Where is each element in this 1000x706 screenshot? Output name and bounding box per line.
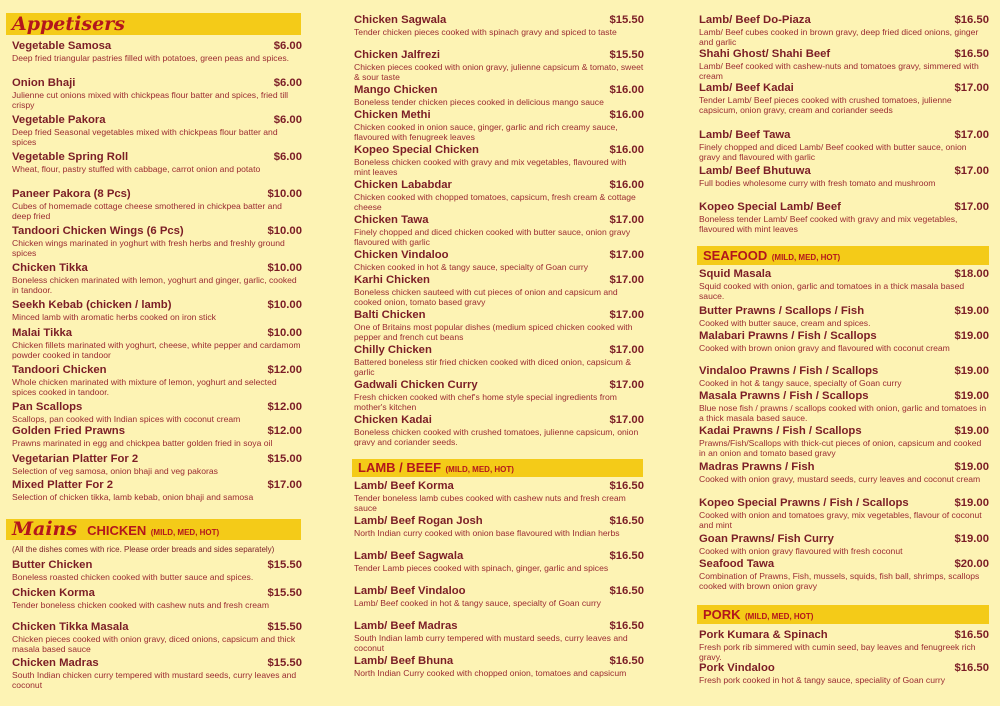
- menu-item-price: $16.50: [609, 480, 644, 492]
- menu-item-price: $16.50: [609, 655, 644, 667]
- menu-item-description: One of Britains most popular dishes (medium spiced chicken cooked with pepper and french cut beans: [354, 322, 633, 342]
- menu-item-header: [12, 657, 302, 670]
- menu-item-name: Kopeo Special Prawns / Fish / Scallops: [699, 497, 909, 509]
- menu-item-name: Pork Kumara & Spinach: [699, 629, 828, 641]
- menu-item-price: $16.50: [609, 515, 644, 527]
- pork-banner: [697, 605, 989, 624]
- menu-item-name: Tandoori Chicken: [12, 364, 107, 376]
- menu-item-name: Mixed Platter For 2: [12, 479, 114, 491]
- menu-item: [699, 558, 989, 595]
- menu-item-header: [354, 14, 644, 27]
- menu-item-price: $19.00: [954, 365, 989, 377]
- menu-item-header: [12, 40, 302, 53]
- menu-item-description: Tender Lamb pieces cooked with spinach, ginger, garlic and spices: [354, 563, 609, 573]
- menu-item-price: $17.00: [954, 201, 989, 213]
- menu-item-price: $12.00: [267, 401, 302, 413]
- menu-item-description: Lamb/ Beef cooked in hot & tangy sauce, specialty of Goan curry: [354, 598, 601, 608]
- menu-item-price: $10.00: [267, 299, 302, 311]
- menu-item-price: $16.50: [609, 585, 644, 597]
- menu-item-description: Chicken cooked in onion sauce, ginger, garlic and rich creamy sauce, flavoured with fenugreek leaves: [354, 122, 618, 142]
- menu-item: [12, 327, 302, 364]
- menu-item-price: $10.00: [267, 262, 302, 274]
- menu-item-name: Lamb/ Beef Bhutuwa: [699, 165, 811, 177]
- menu-item-price: $20.00: [954, 558, 989, 570]
- menu-item-header: [354, 414, 644, 427]
- menu-item-header: [354, 249, 644, 262]
- menu-item: [12, 425, 302, 453]
- menu-item: [12, 364, 302, 401]
- menu-item-price: $17.00: [954, 82, 989, 94]
- menu-item-price: $19.00: [954, 330, 989, 342]
- menu-item: [12, 401, 302, 425]
- menu-item-header: [699, 365, 989, 378]
- menu-item-header: [12, 262, 302, 275]
- menu-item-name: Lamb/ Beef Kadai: [699, 82, 794, 94]
- menu-item-description: Cooked with onion gravy, mustard seeds, curry leaves and coconut cream: [699, 474, 981, 484]
- menu-item-description: Boneless tender chicken pieces cooked in delicious mango sauce: [354, 97, 604, 107]
- menu-item-price: $18.00: [954, 268, 989, 280]
- lamb-spice-levels: (MILD, MED, HOT): [445, 465, 514, 474]
- menu-item-header: [699, 201, 989, 214]
- menu-item-description: Boneless chicken marinated with lemon, yoghurt and ginger, garlic, cooked in tandoor.: [12, 275, 297, 295]
- menu-item-header: [699, 558, 989, 571]
- menu-item-header: [12, 77, 302, 90]
- menu-item-description: Cooked with onion and tomatoes gravy, mix vegetables, flavour of coconut and mint: [699, 510, 982, 530]
- menu-item-header: [12, 401, 302, 414]
- menu-item: [12, 188, 302, 225]
- menu-item-description: Chicken fillets marinated with yoghurt, cheese, white pepper and cardamom powder cooked in tandoor: [12, 340, 301, 360]
- menu-item-description: Boneless roasted chicken cooked with butter sauce and spices.: [12, 572, 254, 582]
- menu-item-description: Chicken pieces cooked with onion gravy, diced onions, capsicum and thick masala based sauce: [12, 634, 296, 654]
- lamb-list-middle: [354, 480, 644, 689]
- menu-item-price: $15.50: [267, 559, 302, 571]
- menu-item: [12, 225, 302, 262]
- menu-item-name: Malabari Prawns / Fish / Scallops: [699, 330, 877, 342]
- menu-item-price: $10.00: [267, 188, 302, 200]
- menu-item-price: $19.00: [954, 305, 989, 317]
- menu-item-name: Gadwali Chicken Curry: [354, 379, 478, 391]
- menu-item-name: Chicken Madras: [12, 657, 99, 669]
- menu-item: [699, 497, 989, 533]
- menu-item-price: $15.50: [609, 49, 644, 61]
- menu-item-header: [12, 587, 302, 600]
- pork-list: [699, 629, 989, 696]
- menu-item: [354, 14, 644, 49]
- menu-item-price: $19.00: [954, 497, 989, 509]
- menu-item-description: Wheat, flour, pastry stuffed with cabbage, carrot onion and potato: [12, 164, 261, 174]
- mains-script-title: Mains: [12, 518, 78, 540]
- menu-item: [699, 129, 989, 165]
- menu-item-header: [354, 515, 644, 528]
- menu-item: [12, 479, 302, 505]
- menu-item-description: Selection of veg samosa, onion bhaji and veg pakoras: [12, 466, 218, 476]
- menu-item: [699, 662, 989, 696]
- menu-item-header: [699, 629, 989, 642]
- menu-item: [699, 14, 989, 48]
- menu-item: [354, 655, 644, 689]
- menu-item-header: [699, 48, 989, 61]
- menu-item-name: Chicken Lababdar: [354, 179, 452, 191]
- menu-item-header: [354, 620, 644, 633]
- menu-item: [354, 144, 644, 179]
- menu-item-price: $6.00: [273, 114, 302, 126]
- menu-item: [12, 559, 302, 587]
- menu-item-header: [12, 559, 302, 572]
- menu-item-price: $16.50: [954, 662, 989, 674]
- menu-item-price: $15.50: [267, 587, 302, 599]
- menu-item: [12, 114, 302, 151]
- mains-note: (All the dishes comes with rice. Please order breads and sides separately): [12, 545, 275, 554]
- menu-item-name: Malai Tikka: [12, 327, 73, 339]
- menu-item-price: $17.00: [954, 129, 989, 141]
- menu-item: [699, 82, 989, 129]
- menu-item: [699, 48, 989, 82]
- menu-item-name: Chicken Tikka Masala: [12, 621, 129, 633]
- menu-item-price: $16.00: [609, 179, 644, 191]
- pork-title: PORK: [703, 607, 741, 622]
- menu-item-price: $17.00: [609, 249, 644, 261]
- menu-item: [354, 344, 644, 379]
- menu-item-name: Lamb/ Beef Rogan Josh: [354, 515, 483, 527]
- lamb-banner: [352, 459, 643, 477]
- menu-item-name: Lamb/ Beef Madras: [354, 620, 458, 632]
- menu-item-description: Fresh chicken cooked with chef's home style special ingredients from mother's kitchen: [354, 392, 617, 412]
- menu-item: [354, 585, 644, 620]
- appetisers-title: Appetisers: [12, 13, 125, 35]
- menu-item: [354, 550, 644, 585]
- menu-item: [354, 214, 644, 249]
- menu-item-price: $16.50: [609, 550, 644, 562]
- menu-item-header: [354, 550, 644, 563]
- menu-item-description: Deep fried Seasonal vegetables mixed with chickpeas flour batter and spices: [12, 127, 278, 147]
- menu-item-name: Chicken Methi: [354, 109, 431, 121]
- menu-item: [699, 461, 989, 497]
- menu-item-description: Full bodies wholesome curry with fresh tomato and mushroom: [699, 178, 936, 188]
- menu-item-price: $15.00: [267, 453, 302, 465]
- appetisers-list: [12, 40, 302, 505]
- menu-item-name: Shahi Ghost/ Shahi Beef: [699, 48, 831, 60]
- menu-item-name: Lamb/ Beef Tawa: [699, 129, 791, 141]
- menu-item-price: $12.00: [267, 425, 302, 437]
- menu-item-name: Chicken Jalfrezi: [354, 49, 441, 61]
- menu-item-description: Lamb/ Beef cooked with cashew-nuts and tomatoes gravy, simmered with cream: [699, 61, 979, 81]
- menu-item-header: [699, 14, 989, 27]
- lamb-list-right: [699, 14, 989, 235]
- chicken-title: CHICKEN: [87, 523, 147, 538]
- menu-item-header: [12, 114, 302, 127]
- menu-item-header: [354, 179, 644, 192]
- menu-item-header: [354, 144, 644, 157]
- menu-item-description: Chicken cooked with chopped tomatoes, capsicum, fresh cream & cottage cheese: [354, 192, 636, 212]
- menu-item-name: Vegetable Spring Roll: [12, 151, 129, 163]
- menu-item-description: North Indian curry cooked with onion base flavoured with Indian herbs: [354, 528, 620, 538]
- menu-item-name: Kadai Prawns / Fish / Scallops: [699, 425, 862, 437]
- menu-item-name: Seafood Tawa: [699, 558, 775, 570]
- menu-item-price: $17.00: [609, 379, 644, 391]
- menu-item: [699, 165, 989, 201]
- menu-item-header: [354, 214, 644, 227]
- menu-item-name: Lamb/ Beef Bhuna: [354, 655, 454, 667]
- menu-item: [12, 262, 302, 299]
- menu-item-price: $10.00: [267, 327, 302, 339]
- menu-item-price: $6.00: [273, 77, 302, 89]
- menu-item-name: Goan Prawns/ Fish Curry: [699, 533, 834, 545]
- menu-item-description: Chicken pieces cooked with onion gravy, julienne capsicum & tomato, sweet & sour taste: [354, 62, 644, 82]
- menu-item-name: Onion Bhaji: [12, 77, 76, 89]
- menu-item-price: $6.00: [273, 40, 302, 52]
- menu-item: [354, 379, 644, 414]
- menu-item-name: Pan Scallops: [12, 401, 83, 413]
- menu-item-name: Kopeo Special Chicken: [354, 144, 479, 156]
- seafood-title: SEAFOOD: [703, 248, 768, 263]
- menu-item: [12, 77, 302, 114]
- menu-item-price: $10.00: [267, 225, 302, 237]
- chicken-list-left: [12, 559, 302, 691]
- menu-item-name: Pork Vindaloo: [699, 662, 775, 674]
- pork-spice-levels: (MILD, MED, HOT): [745, 612, 814, 621]
- menu-item-description: Cooked with butter sauce, cream and spices.: [699, 318, 871, 328]
- menu-item-name: Kopeo Special Lamb/ Beef: [699, 201, 841, 213]
- menu-item-header: [354, 84, 644, 97]
- menu-item: [354, 179, 644, 214]
- menu-item-name: Karhi Chicken: [354, 274, 430, 286]
- menu-item: [12, 587, 302, 621]
- menu-item: [354, 515, 644, 550]
- menu-item-price: $16.50: [954, 48, 989, 60]
- menu-item-description: Chicken wings marinated in yoghurt with fresh herbs and freshly ground spices: [12, 238, 285, 258]
- menu-item-price: $17.00: [609, 214, 644, 226]
- menu-item: [699, 268, 989, 305]
- menu-item-description: North Indian Curry cooked with chopped onion, tomatoes and capsicum: [354, 668, 627, 678]
- menu-item-name: Masala Prawns / Fish / Scallops: [699, 390, 869, 402]
- menu-item-name: Vindaloo Prawns / Fish / Scallops: [699, 365, 879, 377]
- menu-item-name: Chicken Sagwala: [354, 14, 447, 26]
- menu-item: [354, 274, 644, 309]
- menu-item-header: [354, 344, 644, 357]
- menu-item-header: [12, 453, 302, 466]
- menu-item-description: Squid cooked with onion, garlic and tomatoes in a thick masala based sauce.: [699, 281, 965, 301]
- menu-item-description: Prawns marinated in egg and chickpea batter golden fried in soya oil: [12, 438, 273, 448]
- menu-item-header: [12, 479, 302, 492]
- menu-item-header: [699, 497, 989, 510]
- chicken-spice-levels: (MILD, MED, HOT): [150, 528, 220, 537]
- menu-item-name: Chicken Korma: [12, 587, 95, 599]
- menu-item-header: [699, 129, 989, 142]
- seafood-banner: [697, 246, 989, 265]
- menu-item-header: [354, 274, 644, 287]
- menu-item-description: Tender Lamb/ Beef pieces cooked with crushed tomatoes, julienne capsicum, onion gravy, cream and coriander seeds: [699, 95, 952, 115]
- menu-item-name: Lamb/ Beef Do-Piaza: [699, 14, 811, 26]
- menu-item-description: Boneless chicken cooked with gravy and mix vegetables, flavoured with mint leaves: [354, 157, 627, 177]
- menu-item: [12, 657, 302, 691]
- menu-item-header: [12, 151, 302, 164]
- menu-item-name: Paneer Pakora (8 Pcs): [12, 188, 131, 200]
- menu-item-header: [354, 309, 644, 322]
- menu-item-description: Selection of chicken tikka, lamb kebab, onion bhaji and samosa: [12, 492, 254, 502]
- chicken-list-middle: [354, 14, 644, 446]
- menu-item-name: Golden Fried Prawns: [12, 425, 125, 437]
- menu-item-name: Seekh Kebab (chicken / lamb): [12, 299, 172, 311]
- menu-item: [354, 309, 644, 344]
- menu-item: [699, 201, 989, 235]
- menu-item: [699, 425, 989, 461]
- menu-item-header: [699, 390, 989, 403]
- menu-item-header: [12, 327, 302, 340]
- menu-item-price: $12.00: [267, 364, 302, 376]
- menu-item-description: Minced lamb with aromatic herbs cooked on iron stick: [12, 312, 216, 322]
- menu-item-header: [354, 109, 644, 122]
- menu-item: [699, 305, 989, 330]
- menu-item-header: [354, 480, 644, 493]
- menu-item-header: [699, 305, 989, 318]
- menu-item-price: $16.50: [609, 620, 644, 632]
- menu-item: [354, 49, 644, 84]
- menu-item-description: Blue nose fish / prawns / scallops cooked with onion, garlic and tomatoes in a thick masala based sauce.: [699, 403, 987, 423]
- mains-banner: [6, 519, 301, 540]
- menu-item-price: $6.00: [273, 151, 302, 163]
- menu-item-description: Tender boneless lamb cubes cooked with cashew nuts and fresh cream sauce: [354, 493, 626, 513]
- menu-item-description: Combination of Prawns, Fish, mussels, squids, fish ball, shrimps, scallops cooked with brown onion gravy: [699, 571, 980, 591]
- menu-item-description: Finely chopped and diced chicken cooked with butter sauce, onion gravy flavoured with garlic: [354, 227, 631, 247]
- menu-item-description: Lamb/ Beef cubes cooked in brown gravy, deep fried diced onions, ginger and garlic: [699, 27, 979, 47]
- menu-item-name: Butter Prawns / Scallops / Fish: [699, 305, 865, 317]
- lamb-title: LAMB / BEEF: [358, 460, 442, 475]
- menu-item-header: [12, 425, 302, 438]
- menu-item-price: $19.00: [954, 461, 989, 473]
- menu-item-price: $19.00: [954, 390, 989, 402]
- menu-item-name: Squid Masala: [699, 268, 772, 280]
- menu-item-header: [12, 188, 302, 201]
- menu-item-name: Chicken Tawa: [354, 214, 429, 226]
- menu-item-price: $17.00: [267, 479, 302, 491]
- menu-item-header: [699, 268, 989, 281]
- menu-item-header: [699, 330, 989, 343]
- menu-item-header: [699, 461, 989, 474]
- menu-item-name: Lamb/ Beef Korma: [354, 480, 454, 492]
- menu-item-header: [699, 662, 989, 675]
- seafood-list: [699, 268, 989, 595]
- menu-item-name: Tandoori Chicken Wings (6 Pcs): [12, 225, 184, 237]
- menu-item: [699, 390, 989, 425]
- menu-item-price: $15.50: [609, 14, 644, 26]
- menu-item-header: [354, 49, 644, 62]
- menu-item-header: [354, 655, 644, 668]
- seafood-spice-levels: (MILD, MED, HOT): [771, 253, 841, 262]
- menu-item-header: [12, 621, 302, 634]
- menu-item: [699, 330, 989, 365]
- menu-item-description: Cooked in hot & tangy sauce, specialty of Goan curry: [699, 378, 902, 388]
- menu-item-price: $16.00: [609, 84, 644, 96]
- menu-item-header: [12, 364, 302, 377]
- menu-item: [12, 151, 302, 188]
- menu-item-header: [699, 165, 989, 178]
- menu-item: [354, 84, 644, 109]
- menu-item-name: Balti Chicken: [354, 309, 426, 321]
- menu-item-description: Tender chicken pieces cooked with spinach gravy and spiced to taste: [354, 27, 617, 37]
- menu-item-description: Boneless tender Lamb/ Beef cooked with gravy and mix vegetables, flavoured with mint leaves: [699, 214, 958, 234]
- menu-item: [354, 414, 644, 446]
- menu-item-description: Fresh pork cooked in hot & tangy sauce, speciality of Goan curry: [699, 675, 946, 685]
- menu-item-price: $17.00: [609, 414, 644, 426]
- menu-item: [354, 480, 644, 515]
- menu-item-price: $16.50: [954, 14, 989, 26]
- menu-item-description: Boneless chicken cooked with crushed tomatoes, julienne capsicum, onion gravy and coriander seeds.: [354, 427, 639, 446]
- menu-item: [354, 249, 644, 274]
- menu-item-description: Chicken cooked in hot & tangy sauce, specialty of Goan curry: [354, 262, 589, 272]
- menu-item-description: South Indian lamb curry tempered with mustard seeds, curry leaves and coconut: [354, 633, 628, 653]
- menu-item-header: [354, 585, 644, 598]
- menu-item-name: Chicken Vindaloo: [354, 249, 449, 261]
- menu-item-description: Cooked with onion gravy flavoured with fresh coconut: [699, 546, 903, 556]
- menu-item-description: Cubes of homemade cottage cheese smothered in chickpea batter and deep fried: [12, 201, 282, 221]
- appetisers-banner: [6, 13, 301, 35]
- menu-item-name: Madras Prawns / Fish: [699, 461, 815, 473]
- menu-item-price: $16.00: [609, 109, 644, 121]
- menu-item-header: [12, 299, 302, 312]
- menu-item-description: Deep fried triangular pastries filled with potatoes, green peas and spices.: [12, 53, 290, 63]
- menu-item-description: Prawns/Fish/Scallops with thick-cut pieces of onion, capsicum and cooked in an onion and tomato based gravy: [699, 438, 982, 458]
- menu-item: [354, 109, 644, 144]
- menu-item: [12, 621, 302, 657]
- menu-item-header: [699, 533, 989, 546]
- menu-item-price: $19.00: [954, 425, 989, 437]
- menu-item-name: Vegetable Pakora: [12, 114, 106, 126]
- menu-item-name: Chicken Kadai: [354, 414, 432, 426]
- menu-item-description: South Indian chicken curry tempered with mustard seeds, curry leaves and coconut: [12, 670, 297, 690]
- menu-item-price: $19.00: [954, 533, 989, 545]
- menu-item-description: Finely chopped and diced Lamb/ Beef cooked with butter sauce, onion gravy and flavoured with garlic: [699, 142, 967, 162]
- menu-item-name: Mango Chicken: [354, 84, 438, 96]
- menu-item-price: $15.50: [267, 621, 302, 633]
- menu-item-name: Chilly Chicken: [354, 344, 432, 356]
- menu-item-description: Scallops, pan cooked with Indian spices with coconut cream: [12, 414, 241, 424]
- menu-item: [699, 365, 989, 390]
- menu-item: [12, 453, 302, 479]
- menu-item: [12, 40, 302, 77]
- menu-item-price: $17.00: [609, 344, 644, 356]
- menu-item-name: Vegetarian Platter For 2: [12, 453, 139, 465]
- menu-item-name: Vegetable Samosa: [12, 40, 112, 52]
- menu-item-price: $17.00: [609, 309, 644, 321]
- menu-item-price: $15.50: [267, 657, 302, 669]
- menu-item-price: $16.00: [609, 144, 644, 156]
- menu-item-header: [699, 425, 989, 438]
- menu-item-description: Whole chicken marinated with mixture of lemon, yoghurt and selected spices cooked in tandoor.: [12, 377, 277, 397]
- menu-item-description: Tender boneless chicken cooked with cashew nuts and fresh cream: [12, 600, 269, 610]
- menu-item-description: Fresh pork rib simmered with cumin seed, bay leaves and fenugreek rich gravy.: [699, 642, 976, 662]
- menu-item-name: Butter Chicken: [12, 559, 93, 571]
- menu-item-description: Boneless chicken sauteed with cut pieces of onion and capsicum and cooked onion, tomato based gravy: [354, 287, 618, 307]
- menu-item: [699, 629, 989, 662]
- menu-item-name: Lamb/ Beef Vindaloo: [354, 585, 466, 597]
- menu-item: [699, 533, 989, 558]
- menu-item-price: $17.00: [954, 165, 989, 177]
- menu-item-price: $17.00: [609, 274, 644, 286]
- menu-item-name: Chicken Tikka: [12, 262, 88, 274]
- menu-item-header: [699, 82, 989, 95]
- menu-item-name: Lamb/ Beef Sagwala: [354, 550, 464, 562]
- menu-item-price: $16.50: [954, 629, 989, 641]
- menu-item: [354, 620, 644, 655]
- menu-item-description: Cooked with brown onion gravy and flavoured with coconut cream: [699, 343, 950, 353]
- menu-item-description: Battered boneless stir fried chicken cooked with diced onion, capsicum & garlic: [354, 357, 632, 377]
- menu-item-header: [12, 225, 302, 238]
- menu-item-description: Julienne cut onions mixed with chickpeas flour batter and spices, fried till crispy: [12, 90, 289, 110]
- menu-item: [12, 299, 302, 327]
- menu-item-header: [354, 379, 644, 392]
